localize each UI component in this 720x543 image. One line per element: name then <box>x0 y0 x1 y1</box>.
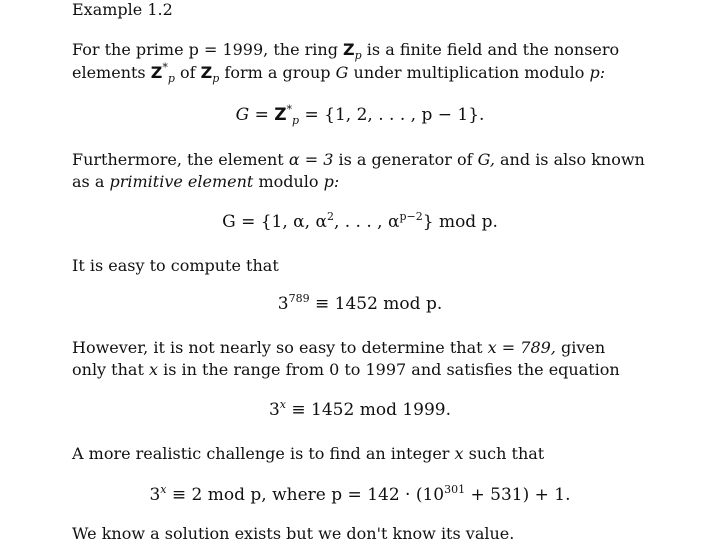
para4-line1: However, it is not nearly so easy to determine that <box>72 338 483 357</box>
para4-line2-suffix: is in the range from 0 to 1997 and satisfies the equation <box>163 360 620 379</box>
eq5-base: 3 <box>149 485 161 505</box>
para1-line2-suffix: form a group <box>224 63 331 82</box>
para2-line1-mid: is a generator of <box>338 150 473 169</box>
equation-5 <box>0 485 720 505</box>
eq1-subscript: p <box>292 114 300 127</box>
group-subscript: p <box>167 72 175 85</box>
ring-symbol: Z <box>343 40 355 59</box>
eq2-exp-p-2: p−2 <box>399 210 423 223</box>
equation-2 <box>0 212 720 232</box>
para1-line1-suffix: is a finite field and the nonsero <box>366 40 620 59</box>
group-letter: G <box>335 63 349 82</box>
paragraph-6: We know a solution exists but we don't know its value. <box>72 524 515 543</box>
eq1-equals: = <box>254 105 269 125</box>
paragraph-1-line-1 <box>72 40 620 62</box>
eq1-set: = {1, 2, . . . , p − 1}. <box>304 105 485 125</box>
ring-subscript: p <box>354 49 362 62</box>
alpha-equation: α = 3 <box>288 150 334 169</box>
eq4-base: 3 <box>268 400 280 420</box>
para2-group: G, <box>477 150 495 169</box>
para1-line1-prefix: For the prime p = 1999, the ring <box>72 40 338 59</box>
para2-line2-prefix: as a <box>72 172 105 191</box>
para5-x: x <box>454 444 464 463</box>
eq5-mid: ≡ 2 mod p, where p = 142 · (10 <box>171 485 445 505</box>
para5-end: such that <box>468 444 545 463</box>
equation-4 <box>0 400 720 420</box>
para2-line1-prefix: Furthermore, the element <box>72 150 284 169</box>
eq1-lhs: G <box>235 105 250 125</box>
primitive-element-emphasis: primitive element <box>109 172 254 191</box>
para2-modulo-p: p: <box>323 172 340 191</box>
ring-subscript-2: p <box>212 72 220 85</box>
eq5-end: + 531) + 1. <box>470 485 571 505</box>
paragraph-5 <box>72 444 544 463</box>
ring-symbol-2: Z <box>200 63 213 82</box>
eq2-exp-2: 2 <box>326 210 334 223</box>
para1-line2-prefix: elements <box>72 63 146 82</box>
paragraph-2-line-2 <box>72 172 339 191</box>
paragraph-3: It is easy to compute that <box>72 256 279 275</box>
para4-line2-prefix: only that <box>72 360 144 379</box>
group-symbol: Z <box>150 63 163 82</box>
eq1-group: Z <box>274 105 287 125</box>
eq3-rest: ≡ 1452 mod p. <box>314 294 443 314</box>
equation-3 <box>0 294 720 314</box>
paragraph-4-line-1 <box>72 338 605 357</box>
eq4-rest: ≡ 1452 mod 1999. <box>291 400 452 420</box>
para1-line2-end: under multiplication modulo <box>353 63 585 82</box>
group-star: * <box>162 61 168 74</box>
paragraph-2-line-1 <box>72 150 645 169</box>
para4-x: x <box>148 360 159 379</box>
para4-x-equation: x = 789, <box>487 338 556 357</box>
para4-line1-end: given <box>560 338 606 357</box>
modulo-p: p: <box>589 63 606 82</box>
para2-line2-suffix: modulo <box>258 172 319 191</box>
paragraph-1-line-2 <box>72 61 606 85</box>
eq4-exponent: x <box>279 398 286 411</box>
eq3-exponent: 789 <box>288 292 310 305</box>
para2-line1-suffix: and is also known <box>500 150 645 169</box>
para5-text: A more realistic challenge is to find an integer <box>72 444 450 463</box>
equation-1 <box>0 105 720 125</box>
eq5-exponent-301: 301 <box>444 483 466 496</box>
eq2-mid: , . . . , α <box>333 212 400 232</box>
paragraph-4-line-2 <box>72 360 620 379</box>
eq3-base: 3 <box>277 294 289 314</box>
para1-line2-mid: of <box>179 63 196 82</box>
example-heading: Example 1.2 <box>72 0 173 19</box>
eq1-star: * <box>286 103 293 116</box>
eq2-pre: G = {1, α, α <box>222 212 327 232</box>
eq2-post: } mod p. <box>422 212 498 232</box>
eq5-exponent: x <box>160 483 167 496</box>
